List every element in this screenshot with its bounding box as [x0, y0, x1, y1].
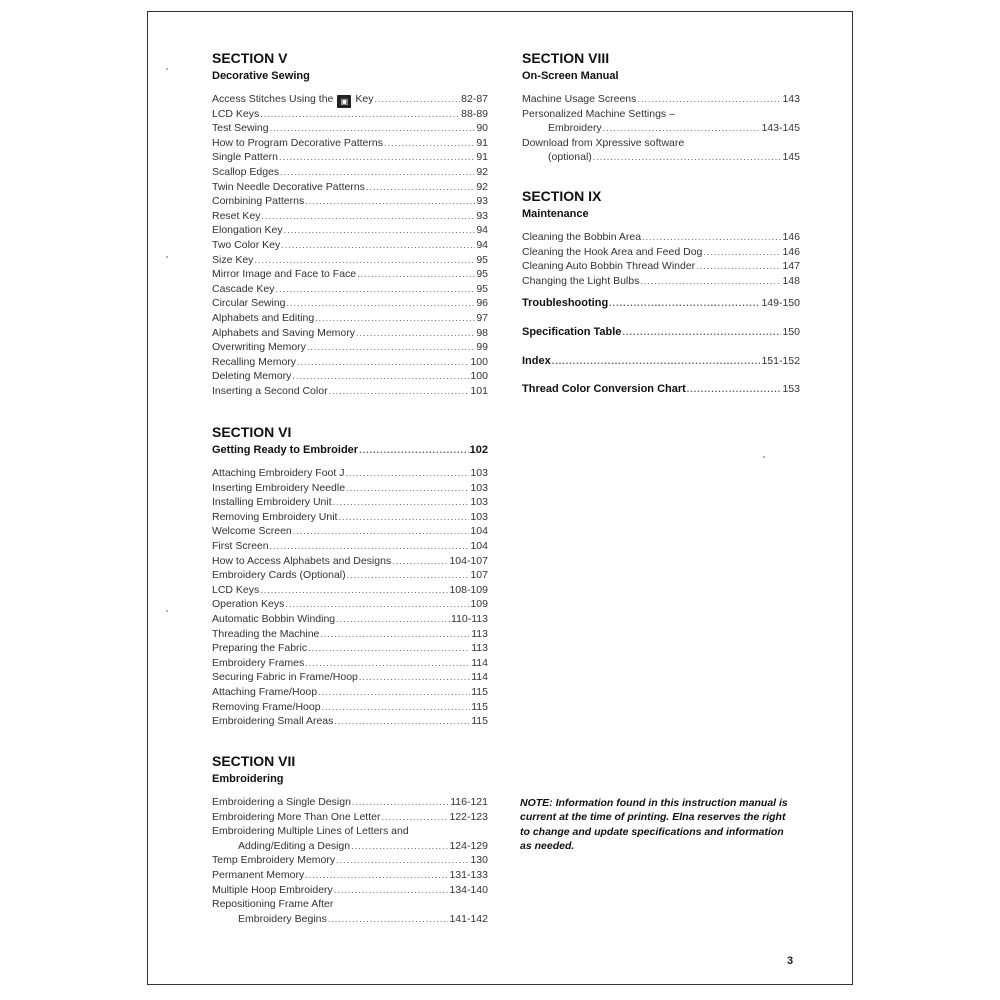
toc-entry[interactable]: [212, 296, 488, 311]
toc-entry-page: 104-107: [449, 554, 488, 567]
toc-entry-page: 92: [476, 180, 488, 193]
toc-entry-page: 108-109: [449, 583, 488, 596]
section-subtitle: Decorative Sewing: [212, 70, 310, 82]
disclaimer-note: NOTE: Information found in this instruction manual is current at the time of printing. Elna reserves the right to change and update specifications and information as needed.: [520, 797, 788, 853]
toc-entry-page: 114: [471, 656, 488, 669]
toc-entry-page: 104: [470, 539, 488, 552]
toc-entry-page: 115: [471, 700, 488, 713]
toc-entry-page: 91: [476, 151, 488, 164]
toc-entry-label: Cleaning the Hook Area and Feed Dog: [522, 245, 703, 258]
toc-entry[interactable]: [212, 868, 488, 883]
toc-entry-label: Inserting a Second Color: [212, 384, 328, 397]
toc-entry-label: Scallop Edges: [212, 165, 280, 178]
toc-entry-label: LCD Keys: [212, 583, 260, 596]
toc-list: [212, 466, 488, 729]
toc-entry[interactable]: [522, 107, 800, 122]
toc-entry-page: 82-87: [461, 93, 488, 105]
scan-speck: [166, 68, 168, 70]
toc-entry-label: Preparing the Fabric: [212, 642, 308, 655]
toc-entry-page: 93: [476, 195, 488, 208]
toc-entry[interactable]: [522, 259, 800, 274]
toc-entry[interactable]: [522, 121, 800, 136]
toc-entry-page: 99: [476, 341, 488, 354]
section-vi: [212, 424, 488, 729]
section-subtitle: Maintenance: [522, 208, 589, 220]
toc-entry[interactable]: [212, 194, 488, 209]
toc-entry-label: Mirror Image and Face to Face: [212, 268, 357, 281]
toc-entry[interactable]: [212, 912, 488, 927]
toc-entry-label-suffix: Key: [355, 93, 374, 105]
section-vii: [212, 753, 488, 926]
section-title: SECTION VIII: [522, 50, 610, 66]
toc-entry-label: Circular Sewing: [212, 297, 286, 310]
toc-list: [522, 92, 800, 165]
toc-entry-label: Alphabets and Saving Memory: [212, 326, 355, 339]
toc-entry-page: 124-129: [449, 839, 488, 852]
toc-entry[interactable]: [212, 883, 488, 898]
toc-entry-page: 143-145: [761, 122, 800, 135]
toc-entry-bold[interactable]: [522, 354, 800, 368]
toc-entry[interactable]: [212, 539, 488, 554]
toc-entry[interactable]: [212, 180, 488, 195]
toc-entry-page: 147: [782, 260, 800, 273]
toc-entry[interactable]: [212, 495, 488, 510]
toc-entry-label: Alphabets and Editing: [212, 311, 315, 324]
toc-entry-label: Embroidery Cards (Optional): [212, 569, 346, 582]
page-number: 3: [787, 955, 794, 967]
toc-entry[interactable]: [212, 554, 488, 569]
toc-entry-label: Reset Key: [212, 209, 261, 222]
toc-entry[interactable]: [212, 670, 488, 685]
scan-speck: [763, 456, 765, 458]
toc-entry-label: Single Pattern: [212, 151, 278, 164]
toc-entry[interactable]: [212, 583, 488, 598]
toc-entry[interactable]: [212, 685, 488, 700]
section-subtitle: Embroidering: [212, 773, 284, 785]
toc-entry-label: Embroidering More Than One Letter: [212, 810, 381, 823]
toc-entry-page: 110-113: [451, 612, 488, 625]
toc-entry-page: 94: [476, 238, 488, 251]
section-viii: [522, 50, 800, 165]
toc-entry-page: 151-152: [761, 354, 800, 367]
toc-entry-label: Personalized Machine Settings –: [522, 107, 675, 120]
toc-entry-page: 91: [476, 136, 488, 149]
toc-entry-page: 153: [782, 383, 800, 396]
toc-list: [522, 230, 800, 288]
toc-entry-page: 113: [471, 627, 488, 640]
toc-entry-label: Embroidery: [548, 122, 602, 135]
toc-entry-label: Size Key: [212, 253, 254, 266]
section-title: SECTION VI: [212, 424, 292, 440]
toc-entry[interactable]: [522, 245, 800, 260]
toc-entry[interactable]: [212, 223, 488, 238]
toc-entry-page: 100: [470, 355, 488, 368]
toc-entry-label: Test Sewing: [212, 122, 269, 135]
toc-entry-label: (optional): [548, 151, 592, 164]
toc-entry-label: Attaching Embroidery Foot J: [212, 467, 345, 479]
stitch-key-icon: ▣: [337, 95, 351, 108]
toc-entry[interactable]: [212, 810, 488, 825]
section-title: SECTION IX: [522, 188, 602, 204]
toc-entry-page: 92: [476, 165, 488, 178]
toc-list: [212, 795, 488, 926]
toc-entry-page: 96: [476, 297, 488, 310]
toc-entry-page: 93: [476, 209, 488, 222]
toc-entry[interactable]: [212, 641, 488, 656]
toc-entry-label: Inserting Embroidery Needle: [212, 481, 346, 494]
toc-entry[interactable]: [212, 839, 488, 854]
toc-entry[interactable]: [212, 282, 488, 297]
toc-entry-page: 103: [470, 510, 488, 523]
toc-entry-page: 146: [782, 231, 800, 243]
toc-entry-page: 90: [476, 122, 488, 135]
toc-entry-label: Machine Usage Screens: [522, 93, 637, 105]
toc-entry[interactable]: [212, 150, 488, 165]
toc-entry[interactable]: [212, 481, 488, 496]
toc-entry-label: Troubleshooting: [522, 297, 609, 309]
toc-entry-page: 88-89: [461, 107, 488, 120]
toc-entry-page: 130: [470, 854, 488, 867]
section-subtitle-page: 102: [469, 444, 488, 456]
section-subtitle[interactable]: [212, 443, 488, 457]
extra-toc-entries: [522, 296, 800, 396]
toc-entry-page: 116-121: [450, 796, 488, 808]
toc-entry-label: Welcome Screen: [212, 525, 292, 538]
toc-entry-label: Attaching Frame/Hoop: [212, 685, 318, 698]
toc-entry-label: Changing the Light Bulbs: [522, 274, 640, 287]
toc-entry[interactable]: [212, 311, 488, 326]
toc-entry-page: 114: [471, 671, 488, 684]
toc-entry[interactable]: [212, 700, 488, 715]
toc-entry-label: How to Access Alphabets and Designs: [212, 554, 392, 567]
toc-entry[interactable]: [212, 597, 488, 612]
toc-entry[interactable]: [212, 136, 488, 151]
toc-entry-label: Embroidery Begins: [238, 912, 327, 925]
toc-entry[interactable]: [212, 853, 488, 868]
toc-entry[interactable]: [212, 795, 488, 810]
toc-entry[interactable]: [212, 656, 488, 671]
toc-entry-page: 95: [476, 268, 488, 281]
toc-entry[interactable]: [522, 92, 800, 107]
toc-entry-page: 148: [782, 274, 800, 287]
toc-entry-page: 101: [470, 384, 488, 397]
section-subtitle: On-Screen Manual: [522, 70, 619, 82]
toc-entry-label: Securing Fabric in Frame/Hoop: [212, 671, 358, 684]
toc-entry[interactable]: [212, 612, 488, 627]
toc-entry-page: 115: [471, 685, 488, 698]
toc-entry-bold[interactable]: [522, 325, 800, 339]
toc-entry-label: Thread Color Conversion Chart: [522, 383, 686, 396]
toc-entry-bold[interactable]: [522, 296, 800, 310]
toc-entry[interactable]: [212, 121, 488, 136]
toc-entry[interactable]: [212, 568, 488, 583]
toc-entry-page: 98: [476, 326, 488, 339]
toc-entry-label: Embroidering Small Areas: [212, 715, 334, 728]
toc-entry[interactable]: [212, 466, 488, 481]
toc-entry[interactable]: [522, 230, 800, 245]
toc-entry-label: Access Stitches Using the: [212, 93, 334, 105]
toc-entry[interactable]: [212, 253, 488, 268]
toc-entry-label: LCD Keys: [212, 107, 260, 120]
toc-entry-label: Adding/Editing a Design: [238, 839, 351, 852]
scan-speck: [166, 610, 168, 612]
toc-entry[interactable]: [212, 824, 488, 839]
toc-entry-label: Removing Embroidery Unit: [212, 510, 338, 523]
toc-entry-page: 131-133: [449, 868, 488, 881]
toc-entry[interactable]: [212, 92, 488, 107]
toc-entry[interactable]: [212, 355, 488, 370]
toc-entry-page: 145: [782, 151, 800, 164]
toc-entry-page: 122-123: [449, 810, 488, 823]
toc-entry-page: 149-150: [761, 297, 800, 309]
toc-entry-page: 107: [470, 569, 488, 582]
toc-entry-label: Twin Needle Decorative Patterns: [212, 180, 365, 193]
section-ix: [522, 188, 800, 288]
section-subtitle-label: Getting Ready to Embroider: [212, 444, 359, 456]
toc-entry[interactable]: [212, 524, 488, 539]
toc-entry-label: Repositioning Frame After: [212, 898, 334, 911]
toc-entry-page: 115: [471, 715, 488, 728]
toc-entry-page: 143: [782, 93, 800, 105]
toc-entry[interactable]: [212, 369, 488, 384]
toc-entry[interactable]: [212, 107, 488, 122]
toc-entry[interactable]: [212, 340, 488, 355]
scan-speck: [166, 256, 168, 258]
toc-entry-page: 109: [470, 598, 488, 611]
toc-entry-label: Installing Embroidery Unit: [212, 496, 332, 509]
toc-entry-label: Cascade Key: [212, 282, 275, 295]
toc-entry-label: Download from Xpressive software: [522, 136, 685, 149]
toc-entry[interactable]: [212, 627, 488, 642]
toc-entry-label: Combining Patterns: [212, 195, 305, 208]
toc-entry-label: Cleaning Auto Bobbin Thread Winder: [522, 260, 696, 273]
toc-entry[interactable]: [522, 150, 800, 165]
toc-entry-page: 97: [476, 311, 488, 324]
toc-entry-page: 100: [470, 370, 488, 383]
toc-entry-label: Elongation Key: [212, 224, 283, 237]
toc-entry[interactable]: [212, 267, 488, 282]
toc-entry-label: Deleting Memory: [212, 370, 292, 383]
toc-entry-label: Cleaning the Bobbin Area: [522, 231, 642, 243]
toc-entry[interactable]: [212, 165, 488, 180]
toc-entry-bold[interactable]: [522, 382, 800, 396]
toc-entry-page: 94: [476, 224, 488, 237]
toc-entry-page: 113: [471, 642, 488, 655]
toc-entry-page: 141-142: [449, 912, 488, 925]
toc-entry-label: Recalling Memory: [212, 355, 297, 368]
toc-entry-page: 95: [476, 253, 488, 266]
toc-entry[interactable]: [212, 510, 488, 525]
toc-entry-page: 103: [470, 496, 488, 509]
toc-entry[interactable]: [212, 714, 488, 729]
toc-entry-label: Embroidering a Single Design: [212, 796, 351, 808]
toc-entry-label: Temp Embroidery Memory: [212, 854, 336, 867]
toc-entry[interactable]: [212, 326, 488, 341]
toc-entry-label: Removing Frame/Hoop: [212, 700, 321, 713]
toc-entry-label: Two Color Key: [212, 238, 281, 251]
section-v: [212, 50, 488, 398]
toc-entry[interactable]: [212, 209, 488, 224]
toc-entry-label: Permanent Memory: [212, 868, 305, 881]
toc-entry-label: How to Program Decorative Patterns: [212, 136, 383, 149]
toc-entry-label: Index: [522, 354, 551, 367]
toc-entry[interactable]: [212, 238, 488, 253]
section-title: SECTION V: [212, 50, 288, 66]
toc-entry-page: 134-140: [449, 883, 488, 896]
toc-entry-page: 104: [470, 525, 488, 538]
toc-entry-page: 103: [470, 481, 488, 494]
toc-entry[interactable]: [522, 274, 800, 289]
toc-entry-label: Operation Keys: [212, 598, 285, 611]
toc-entry-label: Multiple Hoop Embroidery: [212, 883, 333, 896]
toc-list: [212, 92, 488, 398]
toc-entry-label: Embroidering Multiple Lines of Letters and: [212, 825, 409, 838]
toc-entry-label: Overwriting Memory: [212, 341, 306, 354]
toc-entry-page: 150: [782, 325, 800, 338]
section-title: SECTION VII: [212, 753, 296, 769]
toc-entry[interactable]: [212, 384, 488, 399]
toc-entry-label: Embroidery Frames: [212, 656, 305, 669]
toc-entry-label: Automatic Bobbin Winding: [212, 612, 336, 625]
toc-entry-label: First Screen: [212, 539, 269, 552]
toc-entry-page: 103: [470, 467, 488, 479]
toc-entry-label: Threading the Machine: [212, 627, 320, 640]
toc-entry-label: Specification Table: [522, 325, 622, 338]
toc-entry[interactable]: [212, 897, 488, 912]
toc-entry-page: 95: [476, 282, 488, 295]
toc-entry-page: 146: [782, 245, 800, 258]
toc-entry[interactable]: [522, 136, 800, 151]
